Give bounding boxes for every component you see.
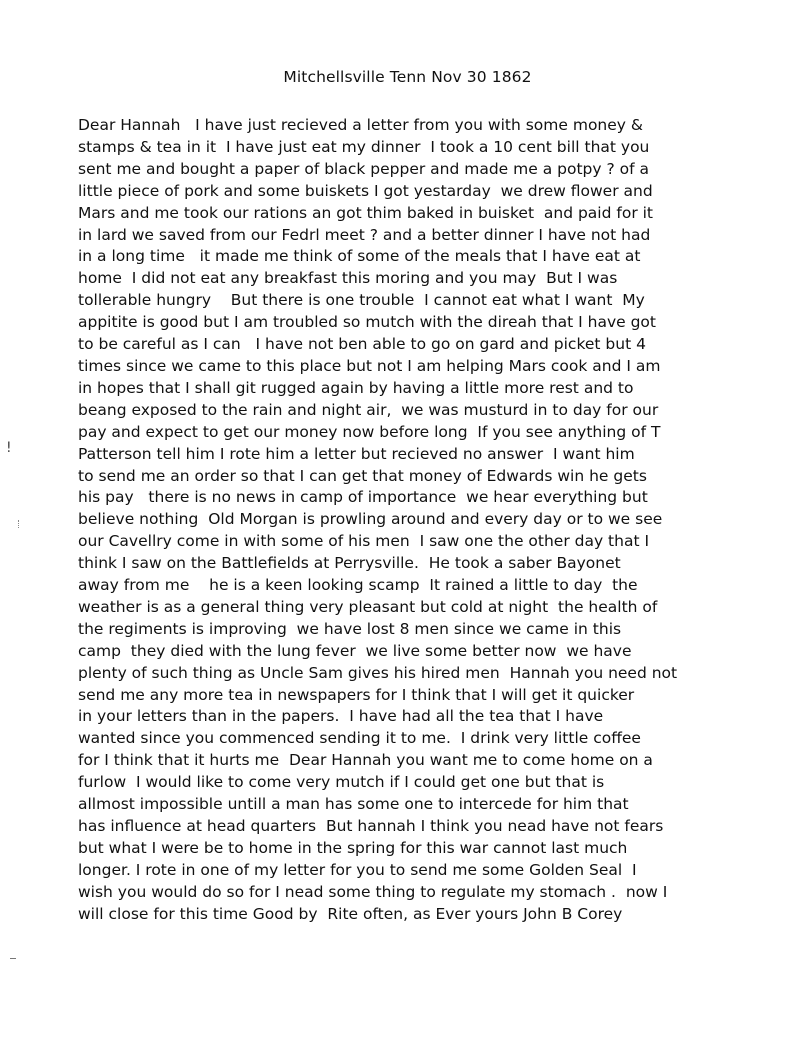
letter-body [78,115,728,926]
letter-line: away from me he is a keen looking scamp It rained a little to day the [78,576,638,595]
letter-line: home I did not eat any breakfast this moring and you may But I was [78,269,618,288]
letter-line: in a long time it made me think of some of the meals that I have eat at [78,247,641,266]
letter-line: for I think that it hurts me Dear Hannah you want me to come home on a [78,751,653,770]
letter-line: the regiments is improving we have lost 8 men since we came in this [78,619,622,638]
letter-line: has influence at head quarters But hannah I think you nead have not fears [78,817,664,835]
letter-line: sent me and bought a paper of black pepper and made me a potpy ? of a [78,159,649,178]
letter-line: times since we came to this place but not I am helping Mars cook and I am [78,356,661,375]
letter-line: wanted since you commenced sending it to me. I drink very little coffee [78,729,641,748]
letter-line: pay and expect to get our money now before long If you see anything of T [78,422,661,441]
letter-header: Mitchellsville Tenn Nov 30 1862 [283,68,532,86]
scan-speck [10,958,16,959]
letter-line: believe nothing Old Morgan is prowling around and every day or to we see [78,510,663,529]
letter-line: beang exposed to the rain and night air, we was musturd in to day for our [78,400,659,419]
letter-line: weather is as a general thing very pleasant but cold at night the health of [78,597,658,616]
letter-line: Patterson tell him I rote him a letter but recieved no answer I want him [78,444,635,463]
letter-line: camp they died with the lung fever we live some better now we have [78,641,632,660]
letter-line: appitite is good but I am troubled so mutch with the direah that I have got [78,313,656,332]
letter-line: plenty of such thing as Uncle Sam gives his hired men Hannah you need not [78,663,678,682]
letter-line: in your letters than in the papers. I have had all the tea that I have [78,707,604,726]
letter-line: to send me an order so that I can get that money of Edwards win he gets [78,466,647,485]
letter-line: send me any more tea in newspapers for I think that I will get it quicker [78,685,635,704]
letter-line: furlow I would like to come very mutch if I could get one but that is [78,773,605,792]
letter-line: to be careful as I can I have not ben able to go on gard and picket but 4 [78,335,646,354]
letter-line: little piece of pork and some buiskets I got yestarday we drew flower and [78,181,653,200]
letter-line: wish you would do so for I nead some thing to regulate my stomach . now I [78,882,668,901]
letter-line: allmost impossible untill a man has some one to intercede for him that [78,795,629,814]
letter-line: Dear Hannah I have just recieved a letter from you with some money & [78,116,643,134]
letter-line: in hopes that I shall git rugged again by having a little more rest and to [78,378,634,397]
letter-line: our Cavellry come in with some of his men I saw one the other day that I [78,532,650,551]
letter-line: in lard we saved from our Fedrl meet ? and a better dinner I have not had [78,225,651,244]
scan-speck [18,520,23,528]
margin-mark: ! [6,440,12,456]
letter-line: think I saw on the Battlefields at Perrysville. He took a saber Bayonet [78,554,621,573]
letter-line: his pay there is no news in camp of importance we hear everything but [78,488,648,507]
letter-line: Mars and me took our rations an got thim baked in buisket and paid for it [78,203,653,222]
letter-line: tollerable hungry But there is one trouble I cannot eat what I want My [78,291,645,310]
letter-line: longer. I rote in one of my letter for you to send me some Golden Seal I [78,860,637,879]
letter-line: stamps & tea in it I have just eat my dinner I took a 10 cent bill that you [78,137,650,156]
letter-line: but what I were be to home in the spring for this war cannot last much [78,838,628,857]
letter-line: will close for this time Good by Rite often, as Ever yours John B Corey [78,904,623,923]
